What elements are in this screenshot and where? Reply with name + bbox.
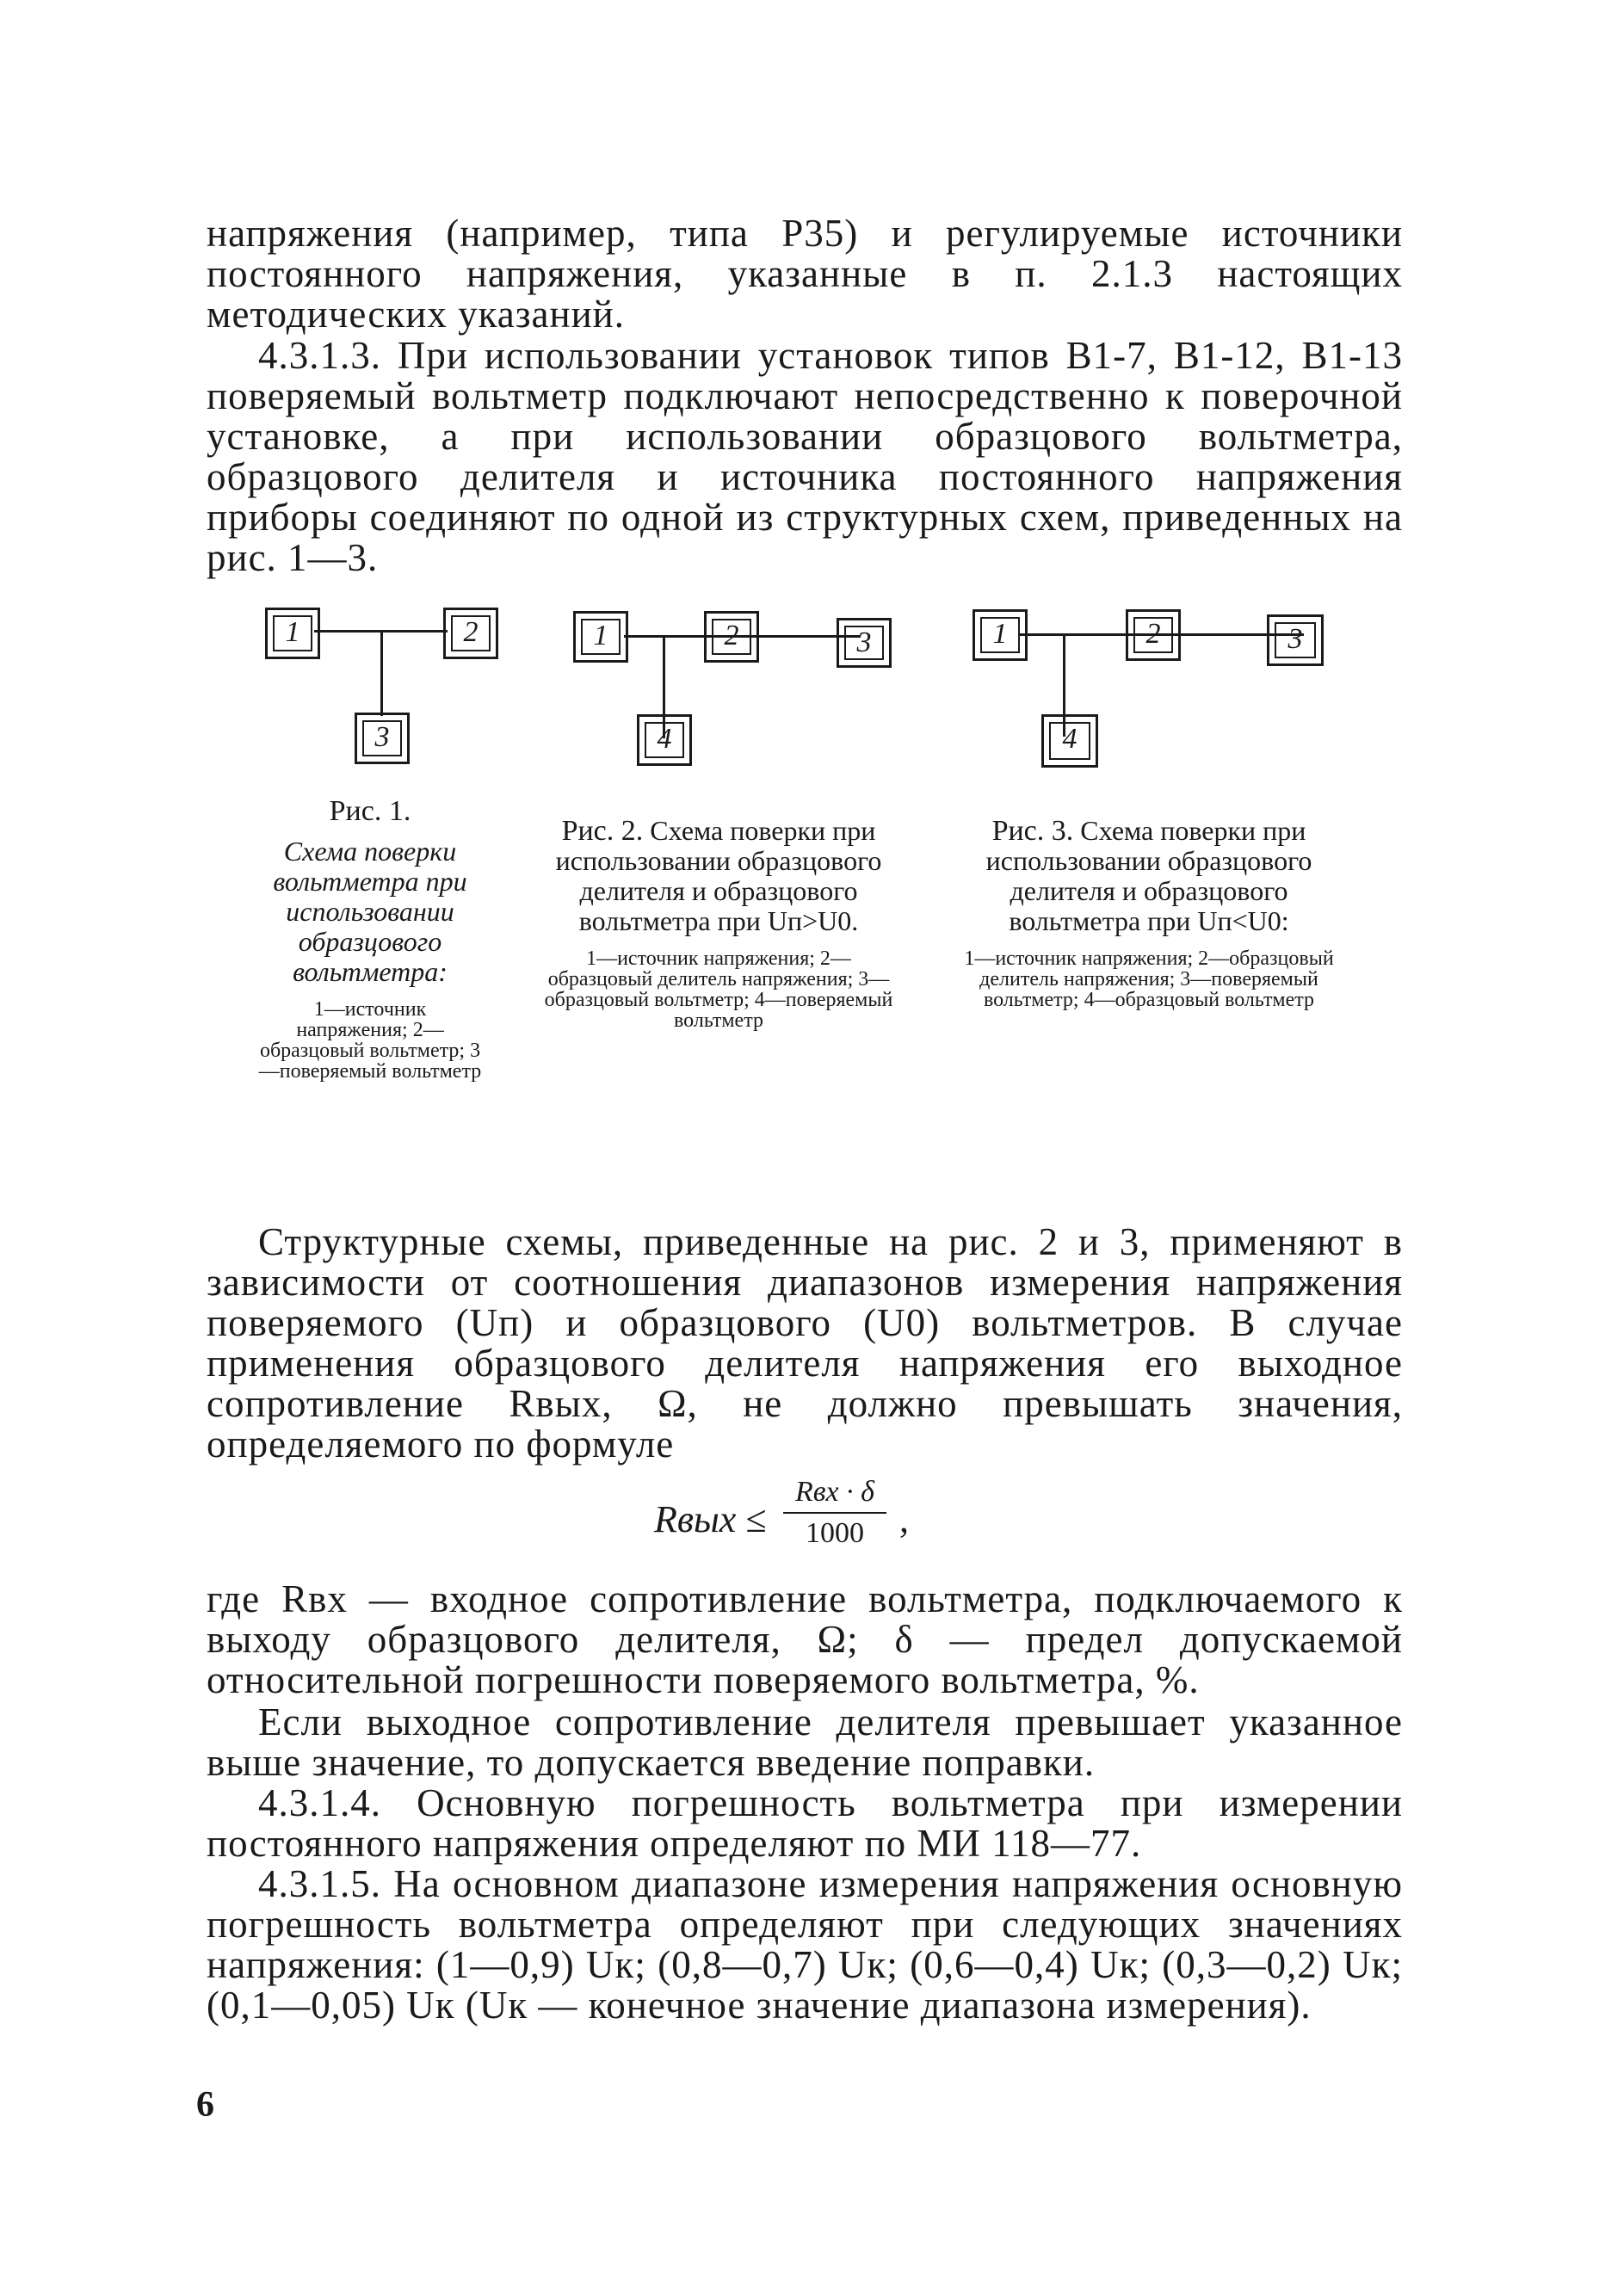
block-1: 1 — [973, 609, 1028, 661]
block-1: 1 — [265, 608, 320, 659]
block-2: 2 — [443, 608, 498, 659]
figure-2-description: Схема поверки при использовании образцового делителя и образцового вольтметра при Uп>U0. — [555, 815, 882, 936]
block-3: 3 — [355, 713, 410, 764]
paragraph-4-3-1-5: 4.3.1.5. На основном диапазоне измерения напряжения основную погрешность вольтметра определяют при следующих значениях напряжения: (1—0,9) Uк; (0,8—0,7) Uк; (0,6—0,4) Uк; (0,3—0,2) Uк; (0,1—0,05) Uк (Uк — конечное значение диапазона измерения). — [207, 1862, 1403, 2027]
paragraph-continuation: напряжения (например, типа Р35) и регулируемые источники постоянного напряжения, указанные в п. 2.1.3 настоящих методических указаний. — [207, 212, 1403, 336]
block-3: 3 — [1267, 614, 1324, 666]
figure-1-diagram — [258, 602, 508, 774]
paragraph-where: где Rвх — входное сопротивление вольтметра, подключаемого к выходу образцового делителя, Ω; δ — предел допускаемой относительной погрешности поверяемого вольтметра, %. — [207, 1577, 1403, 1701]
paragraph-correction: Если выходное сопротивление делителя превышает указанное выше значение, то допускается введение поправки. — [207, 1700, 1403, 1784]
figure-3-description: Схема поверки при использовании образцового делителя и образцового вольтметра при Uп<U0: — [985, 815, 1312, 936]
figure-2-title: Рис. 2. — [561, 815, 644, 847]
figure-1-title: Рис. 1. — [329, 795, 411, 827]
formula — [654, 1476, 998, 1571]
block-2: 2 — [1126, 609, 1181, 661]
block-1: 1 — [573, 611, 628, 663]
figure-3-title: Рис. 3. — [991, 815, 1074, 847]
formula-lhs: Rвых ≤ — [654, 1498, 767, 1540]
block-4: 4 — [1041, 714, 1098, 768]
figure-1-description: Схема поверки вольтметра при использовании образцового вольтметра: — [273, 836, 467, 987]
figure-1-legend: 1—источник напряжения; 2—образцовый вольтметр; 3—поверяемый вольтметр — [258, 998, 482, 1083]
paragraph-4-3-1-4: 4.3.1.4. Основную погрешность вольтметра при измерении постоянного напряжения определяют по МИ 118—77. — [207, 1781, 1403, 1865]
paragraph-4-3-1-3: 4.3.1.3. При использовании установок типов В1-7, В1-12, В1-13 поверяемый вольтметр подключают непосредственно к поверочной установке, а при использовании образцового вольтметра, образцового делителя и источника постоянного напряжения приборы соединяют по одной из структурных схем, приведенных на рис. 1—3. — [207, 334, 1403, 579]
figure-1-caption — [258, 796, 482, 1082]
page-number: 6 — [196, 2085, 214, 2125]
formula-denominator: 1000 — [806, 1517, 864, 1549]
formula-tail: , — [899, 1498, 909, 1540]
block-2: 2 — [704, 611, 759, 663]
formula-numerator: Rвх · δ — [783, 1476, 886, 1514]
wire — [380, 630, 383, 716]
figure-3-caption — [964, 816, 1334, 1010]
figure-2-legend: 1—источник напряжения; 2—образцовый делитель напряжения; 3—образцовый вольтметр; 4—поверяемый вольтметр — [544, 947, 893, 1032]
block-4: 4 — [637, 714, 692, 766]
figure-2-diagram — [568, 602, 912, 774]
figure-2-caption — [538, 816, 899, 1031]
formula-fraction — [783, 1476, 886, 1550]
figure-3-diagram — [964, 602, 1343, 774]
paragraph-structural-schemes: Структурные схемы, приведенные на рис. 2 и 3, применяют в зависимости от соотношения диапазонов измерения напряжения поверяемого (Uп) и образцового (U0) вольтметров. В случае применения образцового делителя напряжения его выходное сопротивление Rвых, Ω, не должно превышать значения, определяемого по формуле — [207, 1220, 1403, 1466]
figure-3-legend: 1—источник напряжения; 2—образцовый делитель напряжения; 3—поверяемый вольтметр; 4—образцовый вольтметр — [964, 947, 1334, 1011]
block-3: 3 — [837, 618, 892, 668]
